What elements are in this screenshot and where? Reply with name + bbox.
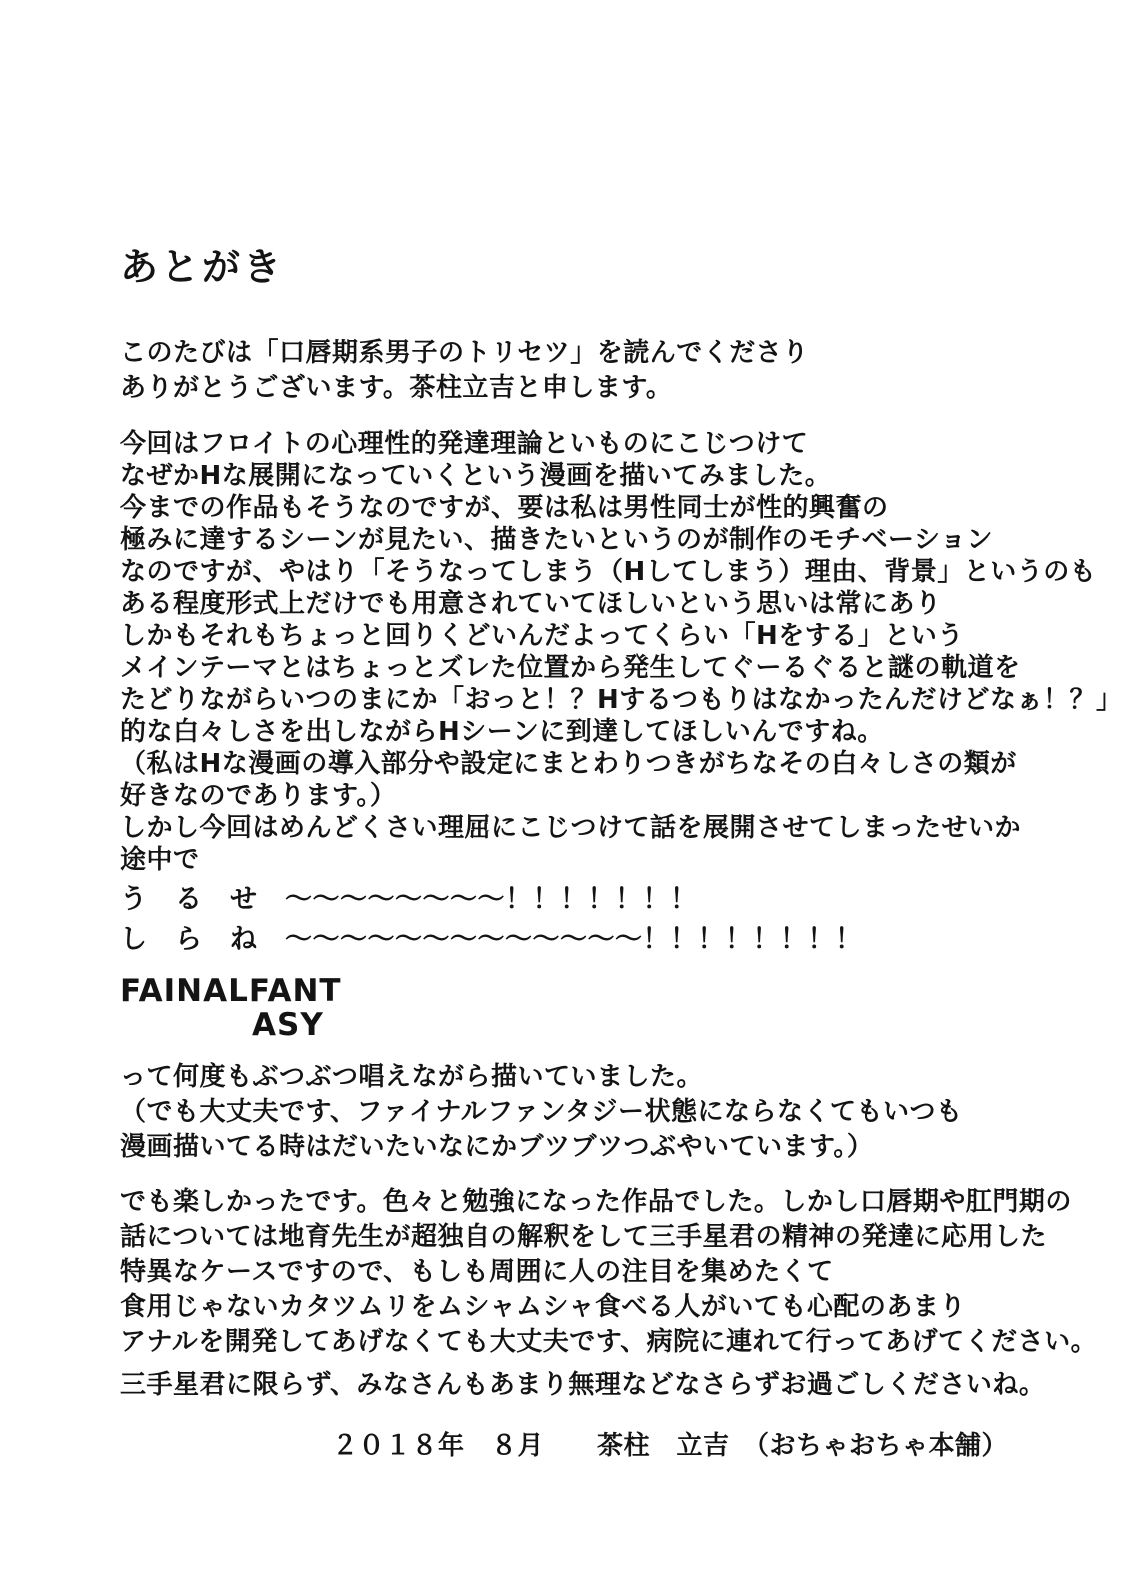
- fantasy-chant: [120, 974, 1060, 1042]
- colophon: [120, 1429, 1060, 1464]
- text-line: なのですが、やはり「そうなってしまう（Hしてしまう）理由、背景」というのも: [120, 557, 1097, 587]
- text-line: しかもそれもちょっと回りくどいんだよってくらい「Hをする」という: [120, 621, 964, 651]
- afterword-content: [120, 245, 1123, 1464]
- text-line: 三手星君に限らず、みなさんもあまり無理などなさらずお過ごしくださいね。: [120, 1370, 1046, 1400]
- text-line: 途中で: [120, 845, 200, 875]
- text-line: 的な白々しさを出しながらHシーンに到達してほしいんですね。: [120, 717, 884, 747]
- page-title: あとがき: [120, 245, 285, 289]
- text-line: たどりながらいつのまにか「おっと！？Hするつもりはなかったんだけどなぁ！？」: [120, 685, 1123, 715]
- main-paragraph: [120, 428, 1123, 876]
- text-line: メインテーマとはちょっとズレた位置から発生してぐーるぐると謎の軌道を: [120, 653, 1021, 683]
- text-line: 特異なケースですので、もしも周囲に人の注目を集めたくて: [120, 1257, 834, 1287]
- text-line: アナルを開発してあげなくても大丈夫です、病院に連れて行ってあげてください。: [120, 1327, 1098, 1357]
- text-line: 漫画描いてる時はだいたいなにかブツブツつぶやいています。）: [120, 1132, 874, 1162]
- date-author-line: ２０１８年 ８月 茶柱 立吉 （おちゃおちゃ本舗）: [332, 1431, 1009, 1461]
- text-line: （でも大丈夫です、ファイナルファンタジー状態にならなくてもいつも: [120, 1097, 963, 1127]
- text-line: ありがとうございます。茶柱立吉と申します。: [120, 373, 673, 403]
- text-line: 極みに達するシーンが見たい、描きたいというのが制作のモチベーション: [120, 525, 993, 555]
- farewell-paragraph: [120, 1368, 1060, 1403]
- text-line: 今までの作品もそうなのですが、要は私は男性同士が性的興奮の: [120, 493, 889, 523]
- text-line: （私はHな漫画の導入部分や設定にまとわりつきがちなその白々しさの類が: [120, 749, 1017, 779]
- fantasy-line-1: FAINALFANT: [120, 973, 342, 1009]
- text-line: 食用じゃないカタツムリをムシャムシャ食べる人がいても心配のあまり: [120, 1292, 966, 1322]
- shout-lines: [120, 880, 1060, 960]
- closing-paragraph: [120, 1185, 1098, 1360]
- text-line: なぜかHな展開になっていくという漫画を描いてみました。: [120, 461, 832, 491]
- text-line: このたびは「口唇期系男子のトリセツ」を読んでくださり: [120, 338, 809, 368]
- text-line: しかし今回はめんどくさい理屈にこじつけて話を展開させてしまったせいか: [120, 813, 1022, 843]
- text-line: でも楽しかったです。色々と勉強になった作品でした。しかし口唇期や肛門期の: [120, 1187, 1072, 1217]
- text-line: 好きなのであります。）: [120, 781, 397, 811]
- shout-line-2: し ら ね ～～～～～～～～～～～～～！！！！！！！！: [120, 924, 863, 955]
- text-line: って何度もぶつぶつ唱えながら描いていました。: [120, 1062, 704, 1092]
- text-line: ある程度形式上だけでも用意されていてほしいという思いは常にあり: [120, 589, 942, 619]
- fantasy-line-2: ASY: [252, 1007, 324, 1043]
- chant-explanation-paragraph: [120, 1060, 1060, 1165]
- text-line: 話については地育先生が超独自の解釈をして三手星君の精神の発達に応用した: [120, 1222, 1047, 1252]
- shout-line-1: う る せ ～～～～～～～～！！！！！！！: [120, 884, 698, 915]
- text-line: 今回はフロイトの心理性的発達理論といものにこじつけて: [120, 429, 809, 459]
- greeting-paragraph: [120, 336, 1060, 406]
